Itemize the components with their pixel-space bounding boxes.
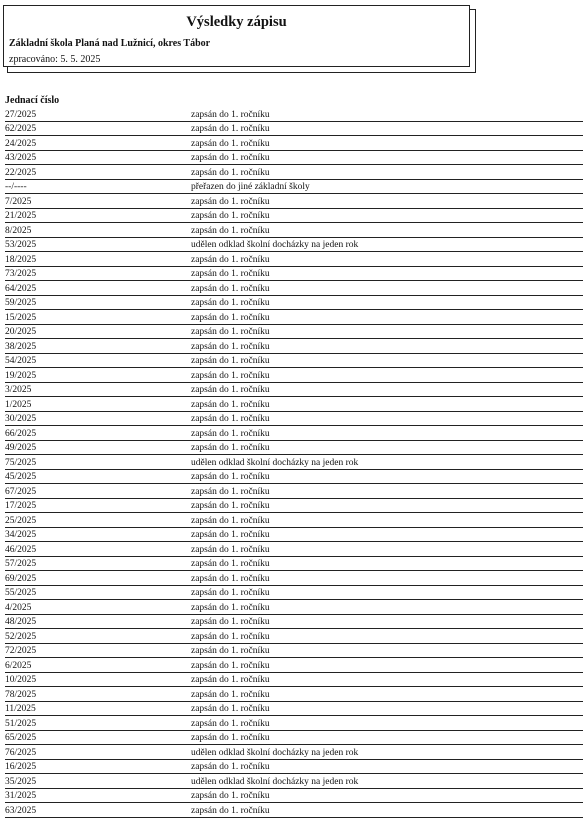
table-row [5,484,583,499]
reference-number: 52/2025 [5,631,37,642]
enrollment-result: zapsán do 1. ročníku [191,718,270,729]
table-row [5,122,583,137]
enrollment-result: zapsán do 1. ročníku [191,501,270,511]
enrollment-result: zapsán do 1. ročníku [191,617,270,627]
enrollment-result: zapsán do 1. ročníku [191,167,270,178]
reference-number: 62/2025 [5,124,37,134]
table-row [5,397,583,412]
table-row [5,658,583,673]
table-row [5,600,583,615]
reference-number: 63/2025 [5,805,37,816]
reference-number: 19/2025 [5,370,37,381]
reference-number: 30/2025 [5,414,37,424]
table-row [5,499,583,514]
reference-number: 51/2025 [5,718,37,729]
page-title: Výsledky zápisu [186,14,287,30]
reference-number: 57/2025 [5,559,37,569]
reference-number: 45/2025 [5,472,37,482]
table-row [5,238,583,253]
enrollment-result: zapsán do 1. ročníku [191,472,270,482]
reference-number: 22/2025 [5,167,37,178]
enrollment-result: zapsán do 1. ročníku [191,704,270,714]
reference-number: 20/2025 [5,327,37,337]
table-row [5,455,583,470]
enrollment-result: zapsán do 1. ročníku [191,283,270,294]
enrollment-result: zapsán do 1. ročníku [191,327,270,337]
table-row [5,223,583,238]
enrollment-result: zapsán do 1. ročníku [191,109,270,120]
enrollment-result: zapsán do 1. ročníku [191,385,270,395]
table-row [5,470,583,485]
enrollment-result: udělen odklad školní docházky na jeden rok [191,747,359,758]
reference-number: 8/2025 [5,225,32,236]
enrollment-result: zapsán do 1. ročníku [191,443,270,453]
enrollment-result: zapsán do 1. ročníku [191,791,270,801]
enrollment-result: zapsán do 1. ročníku [191,124,270,134]
enrollment-result: zapsán do 1. ročníku [191,559,270,569]
enrollment-result: zapsán do 1. ročníku [191,138,270,149]
reference-number: 49/2025 [5,443,37,453]
table-row [5,267,583,282]
reference-number: 24/2025 [5,138,37,149]
enrollment-result: zapsán do 1. ročníku [191,602,270,613]
reference-number: 48/2025 [5,617,37,627]
reference-number: 64/2025 [5,283,37,294]
table-row [5,107,583,122]
table-row [5,354,583,369]
enrollment-result: zapsán do 1. ročníku [191,544,270,555]
table-row [5,339,583,354]
reference-number: 31/2025 [5,791,37,801]
enrollment-result: zapsán do 1. ročníku [191,515,270,526]
column-header-reference-number: Jednací číslo [5,95,60,106]
enrollment-result: zapsán do 1. ročníku [191,762,270,772]
table-row [5,368,583,383]
table-row [5,789,583,804]
table-row [5,209,583,224]
reference-number: 10/2025 [5,675,37,685]
reference-number: 25/2025 [5,515,37,526]
enrollment-result: zapsán do 1. ročníku [191,530,270,540]
reference-number: 67/2025 [5,486,37,497]
table-row [5,557,583,572]
table-row [5,136,583,151]
enrollment-result: zapsán do 1. ročníku [191,269,270,279]
enrollment-result: zapsán do 1. ročníku [191,486,270,497]
enrollment-result: udělen odklad školní docházky na jeden rok [191,457,359,468]
table-row [5,151,583,166]
table-row [5,281,583,296]
enrollment-result: zapsán do 1. ročníku [191,631,270,642]
table-row [5,426,583,441]
reference-number: 34/2025 [5,530,37,540]
reference-number: 16/2025 [5,762,37,772]
enrollment-result: zapsán do 1. ročníku [191,370,270,381]
table-row [5,571,583,586]
reference-number: --/---- [5,182,27,192]
enrollment-result: zapsán do 1. ročníku [191,399,270,410]
reference-number: 21/2025 [5,211,37,221]
table-row [5,542,583,557]
reference-number: 4/2025 [5,602,32,613]
table-row [5,194,583,209]
enrollment-result: zapsán do 1. ročníku [191,733,270,743]
enrollment-result: udělen odklad školní docházky na jeden rok [191,240,359,250]
table-row [5,745,583,760]
table-row [5,296,583,311]
table-row [5,528,583,543]
reference-number: 15/2025 [5,312,37,323]
reference-number: 54/2025 [5,356,37,366]
reference-number: 18/2025 [5,254,37,265]
table-row [5,803,583,818]
table-row [5,383,583,398]
processed-date: zpracováno: 5. 5. 2025 [9,54,101,65]
table-row [5,513,583,528]
table-row [5,687,583,702]
table-row [5,165,583,180]
enrollment-result: zapsán do 1. ročníku [191,211,270,221]
enrollment-result: zapsán do 1. ročníku [191,312,270,323]
reference-number: 38/2025 [5,341,37,352]
results-table [5,107,583,818]
reference-number: 75/2025 [5,457,37,468]
reference-number: 46/2025 [5,544,37,555]
enrollment-result: přeřazen do jiné základní školy [191,182,310,192]
table-row [5,673,583,688]
table-row [5,702,583,717]
enrollment-result: zapsán do 1. ročníku [191,254,270,265]
enrollment-result: zapsán do 1. ročníku [191,660,270,671]
enrollment-result: zapsán do 1. ročníku [191,675,270,685]
enrollment-result: zapsán do 1. ročníku [191,196,270,207]
enrollment-result: zapsán do 1. ročníku [191,689,270,700]
reference-number: 7/2025 [5,196,32,207]
reference-number: 6/2025 [5,660,32,671]
table-row [5,441,583,456]
enrollment-result: zapsán do 1. ročníku [191,414,270,424]
reference-number: 27/2025 [5,109,37,120]
enrollment-result: zapsán do 1. ročníku [191,225,270,236]
enrollment-result: zapsán do 1. ročníku [191,805,270,816]
table-row [5,760,583,775]
enrollment-result: zapsán do 1. ročníku [191,153,270,163]
table-row [5,615,583,630]
reference-number: 72/2025 [5,646,37,656]
enrollment-result: udělen odklad školní docházky na jeden rok [191,776,359,787]
enrollment-result: zapsán do 1. ročníku [191,356,270,366]
reference-number: 35/2025 [5,776,37,787]
reference-number: 66/2025 [5,428,37,439]
reference-number: 59/2025 [5,298,37,308]
enrollment-result: zapsán do 1. ročníku [191,298,270,308]
enrollment-result: zapsán do 1. ročníku [191,428,270,439]
table-row [5,586,583,601]
reference-number: 3/2025 [5,385,32,395]
table-row [5,310,583,325]
reference-number: 1/2025 [5,399,32,410]
table-row [5,731,583,746]
table-row [5,252,583,267]
school-name: Základní škola Planá nad Lužnicí, okres Tábor [9,38,211,49]
reference-number: 53/2025 [5,240,37,250]
enrollment-result: zapsán do 1. ročníku [191,588,270,598]
reference-number: 55/2025 [5,588,37,598]
header-box [3,5,470,67]
reference-number: 17/2025 [5,501,37,511]
enrollment-result: zapsán do 1. ročníku [191,646,270,656]
reference-number: 69/2025 [5,573,37,584]
reference-number: 76/2025 [5,747,37,758]
table-row [5,716,583,731]
table-row [5,412,583,427]
table-row [5,325,583,340]
reference-number: 11/2025 [5,704,36,714]
reference-number: 73/2025 [5,269,37,279]
reference-number: 78/2025 [5,689,37,700]
enrollment-result: zapsán do 1. ročníku [191,341,270,352]
table-row [5,180,583,195]
table-row [5,629,583,644]
reference-number: 43/2025 [5,153,37,163]
table-row [5,774,583,789]
table-row [5,644,583,659]
reference-number: 65/2025 [5,733,37,743]
enrollment-result: zapsán do 1. ročníku [191,573,270,584]
